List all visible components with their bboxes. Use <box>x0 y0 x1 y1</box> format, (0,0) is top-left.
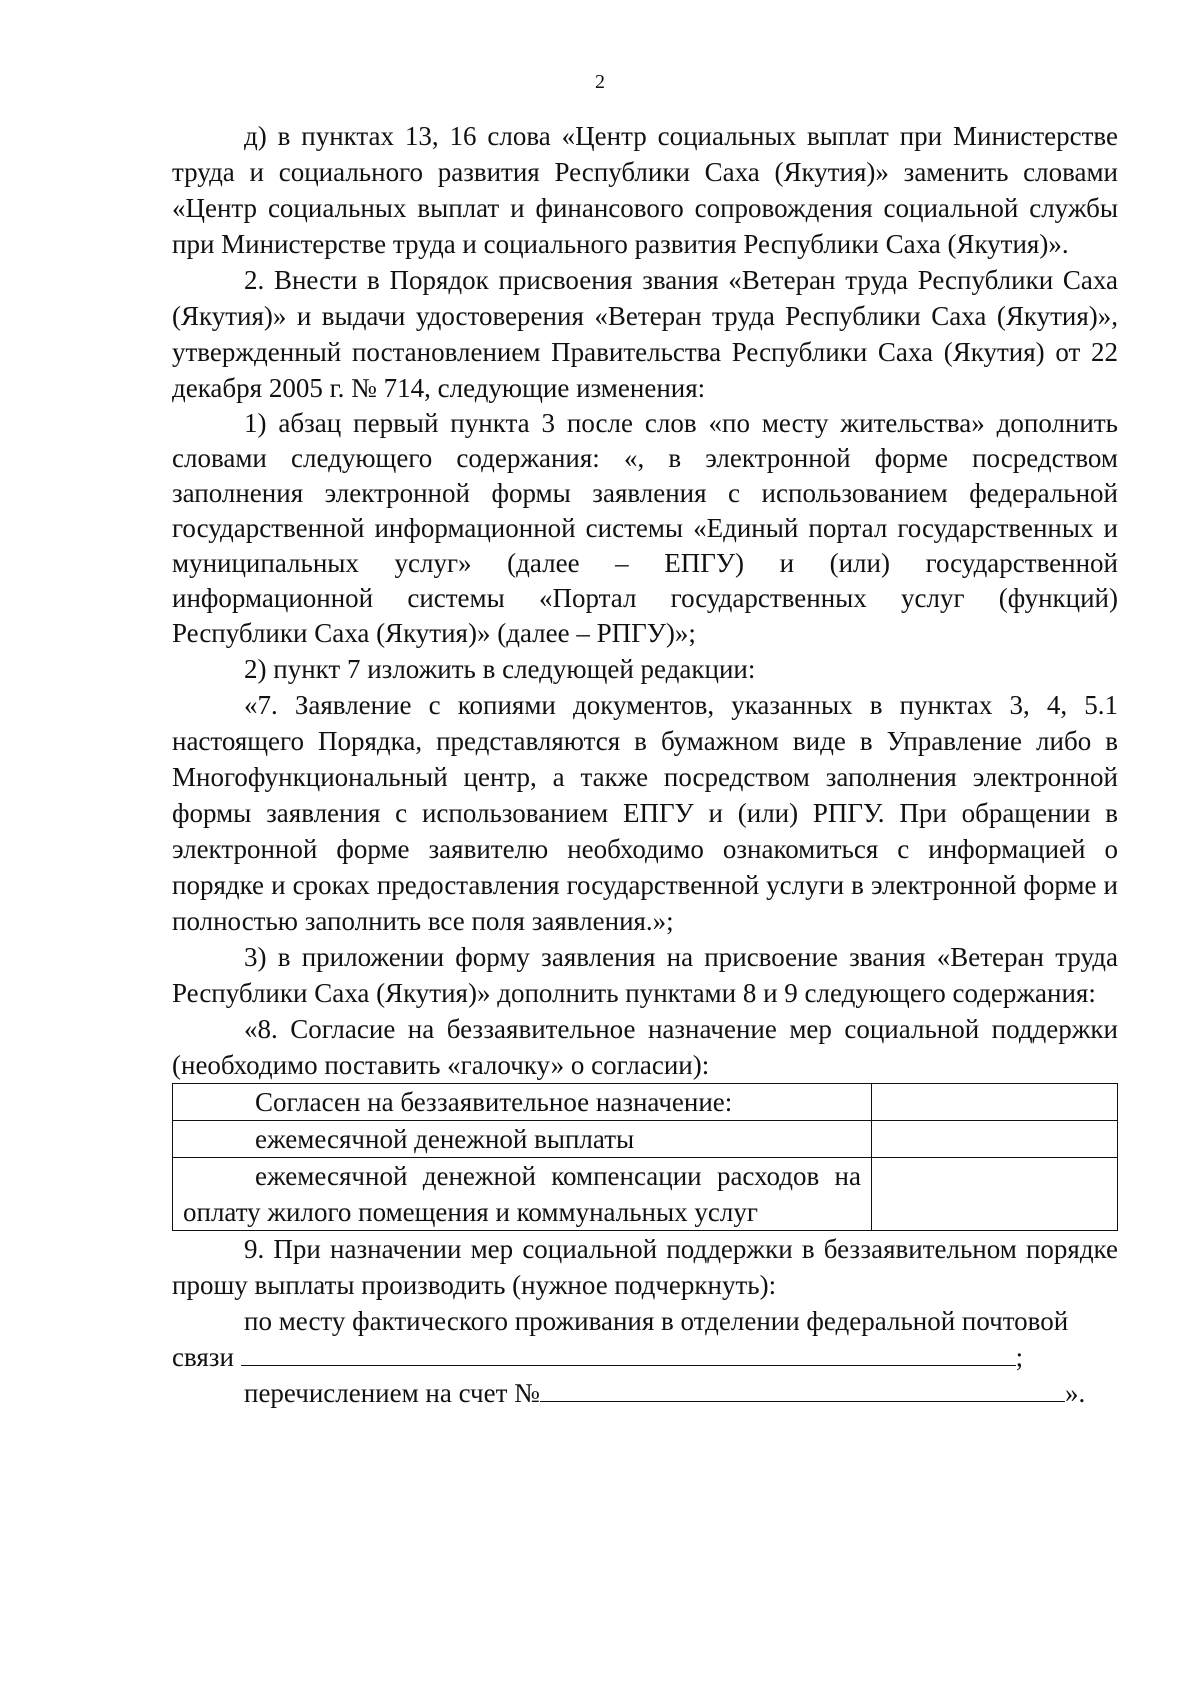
page-number: 2 <box>595 71 605 93</box>
paragraph-subitem-1: 1) абзац первый пункта 3 после слов «по месту жительства» дополнить словами следующего содержания: «, в электронной форме посредством заполнения электронной формы заявления с использованием федеральной государственной информационной системы «Единый портал государственных и муниципальных услуг» (далее – ЕПГУ) и (или) государственной информационной системы «Портал государственных услуг (функций) Республики Саха (Якутия)» (далее – РПГУ)»; <box>172 408 1118 648</box>
table-row <box>173 1121 1118 1158</box>
table-row <box>173 1084 1118 1121</box>
paragraph-new-item-7: «7. Заявление с копиями документов, указанных в пунктах 3, 4, 5.1 настоящего Порядка, представляются в бумажном виде в Управление либо в Многофункциональный центр, а также посредством заполнения электронной формы заявления с использованием ЕПГУ и (или) РПГУ. При обращении в электронной форме заявителю необходимо ознакомиться с информацией о порядке и сроках предоставления государственной услуги в электронной форме и полностью заполнить все поля заявления.»; <box>172 690 1118 936</box>
postal-prefix: связи <box>172 1342 234 1372</box>
postal-fill-line <box>172 1339 1118 1375</box>
paragraph-item-2: 2. Внести в Порядок присвоения звания «Ветеран труда Республики Саха (Якутия)» и выдачи удостоверения «Ветеран труда Республики Саха (Якутия)», утвержденный постановлением Правительства Республики Саха (Якутия) от 22 декабря 2005 г. № 714, следующие изменения: <box>172 265 1118 403</box>
postal-address-blank[interactable] <box>241 1343 1016 1366</box>
account-prefix: перечислением на счет № <box>244 1378 540 1408</box>
postal-suffix: ; <box>1015 1342 1024 1372</box>
consent-table <box>172 1083 1118 1231</box>
consent-checkbox-cell[interactable] <box>872 1121 1118 1158</box>
consent-checkbox-cell[interactable] <box>872 1084 1118 1121</box>
account-suffix: ». <box>1064 1378 1086 1408</box>
consent-label: ежемесячной денежной выплаты <box>173 1121 872 1158</box>
account-number-blank[interactable] <box>540 1379 1065 1402</box>
paragraph-amendment-d: д) в пунктах 13, 16 слова «Центр социальных выплат при Министерстве труда и социального развития Республики Саха (Якутия)» заменить словами «Центр социальных выплат и финансового сопровождения социальной службы при Министерстве труда и социального развития Республики Саха (Якутия)». <box>172 121 1118 259</box>
paragraph-new-item-8: «8. Согласие на беззаявительное назначение мер социальной поддержки (необходимо поставить «галочку» о согласии): <box>172 1014 1118 1080</box>
paragraph-subitem-3: 3) в приложении форму заявления на присвоение звания «Ветеран труда Республики Саха (Якутия)» дополнить пунктами 8 и 9 следующего содержания: <box>172 942 1118 1008</box>
consent-checkbox-cell[interactable] <box>872 1158 1118 1231</box>
paragraph-new-item-9: 9. При назначении мер социальной поддержки в беззаявительном порядке прошу выплаты производить (нужное подчеркнуть): <box>172 1234 1118 1300</box>
table-row <box>173 1158 1118 1231</box>
consent-label: Согласен на беззаявительное назначение: <box>173 1084 872 1121</box>
account-fill-line <box>172 1375 1118 1411</box>
document-body <box>172 118 1118 1411</box>
paragraph-subitem-2: 2) пункт 7 изложить в следующей редакции: <box>244 654 756 684</box>
consent-label: ежемесячной денежной компенсации расходов на оплату жилого помещения и коммунальных услуг <box>173 1158 872 1231</box>
paragraph-postal-option: по месту фактического проживания в отделении федеральной почтовой <box>244 1306 1069 1336</box>
